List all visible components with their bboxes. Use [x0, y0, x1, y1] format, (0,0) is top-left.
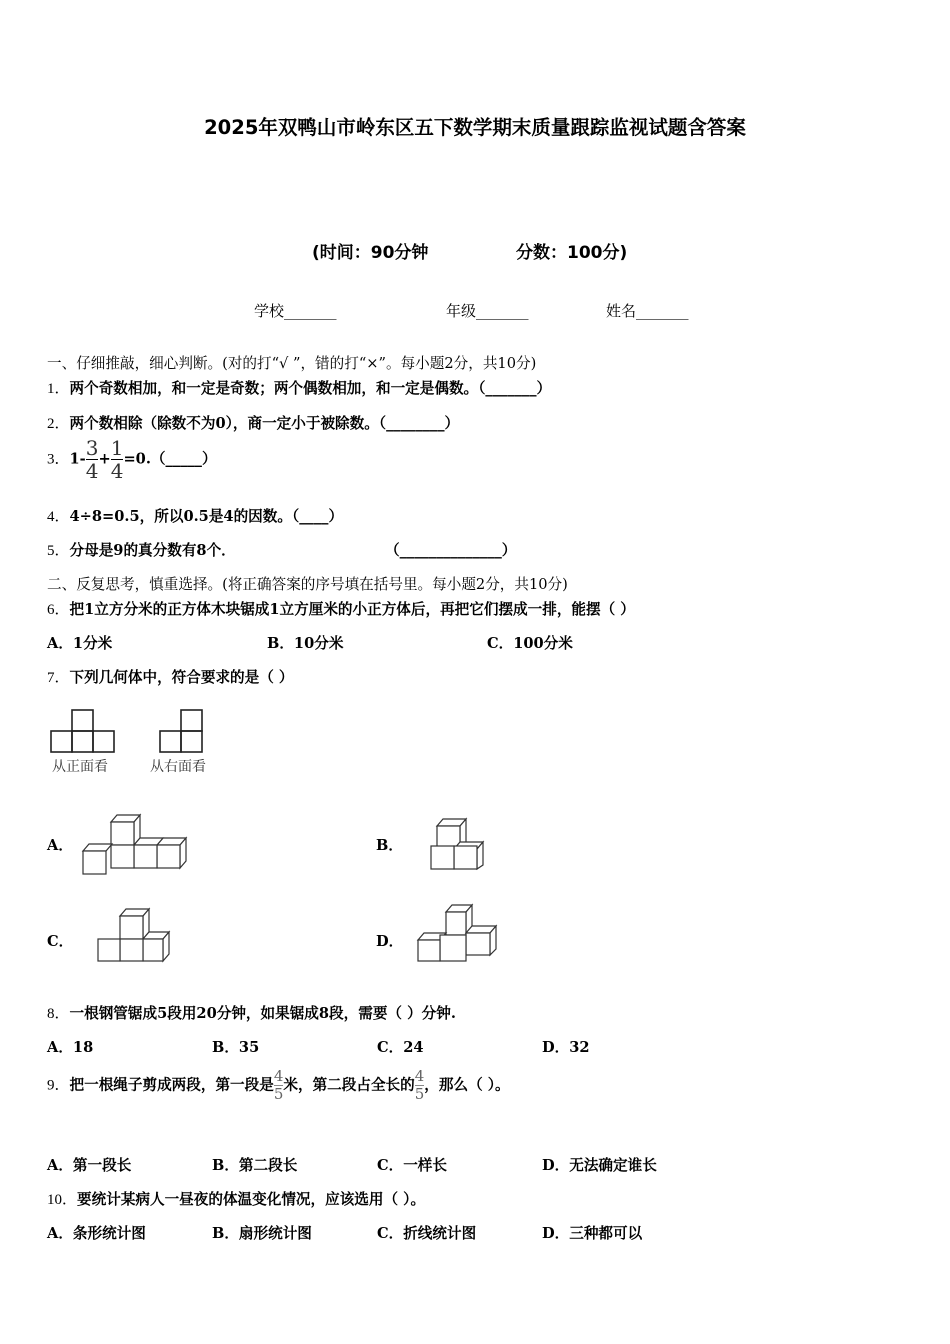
fraction-1-4: $\frac{1}{4}$ — [110, 436, 124, 483]
question-number: 7． — [47, 670, 70, 686]
q7-option-b: B． — [376, 837, 403, 854]
question-2 — [47, 412, 459, 433]
front-view-label: 从正面看 — [52, 759, 108, 775]
question-number: 9． — [47, 1077, 70, 1094]
q7-option-a: A． — [47, 837, 73, 854]
question-number: 2． — [47, 416, 70, 432]
q8-option-c: C．24 — [377, 1039, 424, 1056]
q7-option-d-figure — [416, 904, 498, 964]
q9-option-d: D．无法确定谁长 — [542, 1157, 657, 1174]
question-9 — [47, 1069, 510, 1102]
q8-option-b: B．35 — [212, 1039, 260, 1056]
question-number: 1． — [47, 381, 70, 397]
question-text: 4÷8=0.5，所以0.5是4的因数。（____） — [69, 508, 344, 525]
question-text: 两个数相除（除数不为0），商一定小于被除数。（________） — [69, 415, 460, 432]
question-3 — [47, 438, 217, 481]
question-8 — [47, 1002, 456, 1023]
q3-prefix: 1- — [69, 450, 86, 468]
question-number: 3． — [47, 451, 70, 468]
q7-option-c: C． — [47, 933, 74, 950]
q7-option-b-figure — [426, 818, 484, 870]
question-7 — [47, 666, 294, 687]
section2-heading: 二、反复思考，慎重选择。(将正确答案的序号填在括号里。每小题2分，共10分) — [47, 576, 568, 593]
question-number: 4． — [47, 509, 70, 525]
question-text: 把1立方分米的正方体木块锯成1立方厘米的小正方体后，再把它们摆成一排，能摆（ ） — [69, 601, 635, 618]
right-view-label: 从右面看 — [150, 759, 206, 775]
school-field: 学校_______ — [254, 302, 337, 320]
q6-option-b: B．10分米 — [267, 635, 344, 652]
q9-option-c: C．一样长 — [377, 1157, 447, 1174]
grade-field: 年级_______ — [446, 302, 529, 320]
fraction-3-4: $\frac{3}{4}$ — [85, 436, 99, 483]
question-number: 5． — [47, 543, 70, 559]
q9-prefix: 把一根绳子剪成两段，第一段是 — [69, 1076, 274, 1094]
question-10 — [47, 1188, 425, 1209]
fraction-4-5-second: $\frac{4}{5}$ — [414, 1067, 425, 1103]
q9-middle: 米，第二段占全长的 — [283, 1076, 415, 1094]
q7-option-a-figure — [82, 814, 186, 874]
question-number: 10． — [47, 1192, 78, 1208]
q7-option-d: D． — [376, 933, 404, 950]
question-5 — [47, 539, 236, 560]
score-info: 分数：100分) — [516, 243, 628, 263]
q5-answer-blank: （______________） — [385, 542, 517, 559]
question-1 — [47, 377, 551, 398]
time-info: (时间：90分钟 — [312, 243, 429, 263]
question-number: 8． — [47, 1006, 70, 1022]
q8-option-a: A．18 — [47, 1039, 94, 1056]
question-text: 分母是9的真分数有8个． — [69, 542, 236, 559]
question-text: 要统计某病人一昼夜的体温变化情况，应该选用（ ）。 — [77, 1191, 426, 1208]
q7-option-c-figure — [97, 908, 171, 962]
q10-option-a: A．条形统计图 — [47, 1225, 146, 1242]
fraction-4-5: $\frac{4}{5}$ — [273, 1067, 284, 1103]
q10-option-b: B．扇形统计图 — [212, 1225, 312, 1242]
front-view-figure — [50, 709, 120, 754]
q9-option-a: A．第一段长 — [47, 1157, 132, 1174]
question-number: 6． — [47, 602, 70, 618]
q10-option-d: D．三种都可以 — [542, 1225, 643, 1242]
section1-heading: 一、仔细推敲，细心判断。(对的打“√ ”，错的打“×”。每小题2分，共10分) — [47, 355, 537, 372]
q3-suffix: =0.（_____） — [123, 450, 217, 468]
q8-option-d: D．32 — [542, 1039, 590, 1056]
q9-option-b: B．第二段长 — [212, 1157, 298, 1174]
q10-option-c: C．折线统计图 — [377, 1225, 477, 1242]
plus-sign: + — [98, 450, 111, 468]
q6-option-c: C．100分米 — [487, 635, 573, 652]
question-4 — [47, 505, 343, 526]
question-text: 两个奇数相加，和一定是奇数；两个偶数相加，和一定是偶数。（_______） — [69, 380, 552, 397]
page-title: 2025年双鸭山市岭东区五下数学期末质量跟踪监视试题含答案 — [204, 116, 746, 139]
q9-suffix: ，那么（ ）。 — [424, 1076, 510, 1094]
question-text: 一根钢管锯成5段用20分钟，如果锯成8段，需要（ ）分钟. — [69, 1005, 456, 1022]
question-6 — [47, 598, 635, 619]
q6-option-a: A．1分米 — [47, 635, 113, 652]
name-field: 姓名_______ — [606, 302, 689, 320]
right-view-figure — [159, 709, 209, 754]
question-text: 下列几何体中，符合要求的是（ ） — [69, 669, 294, 686]
